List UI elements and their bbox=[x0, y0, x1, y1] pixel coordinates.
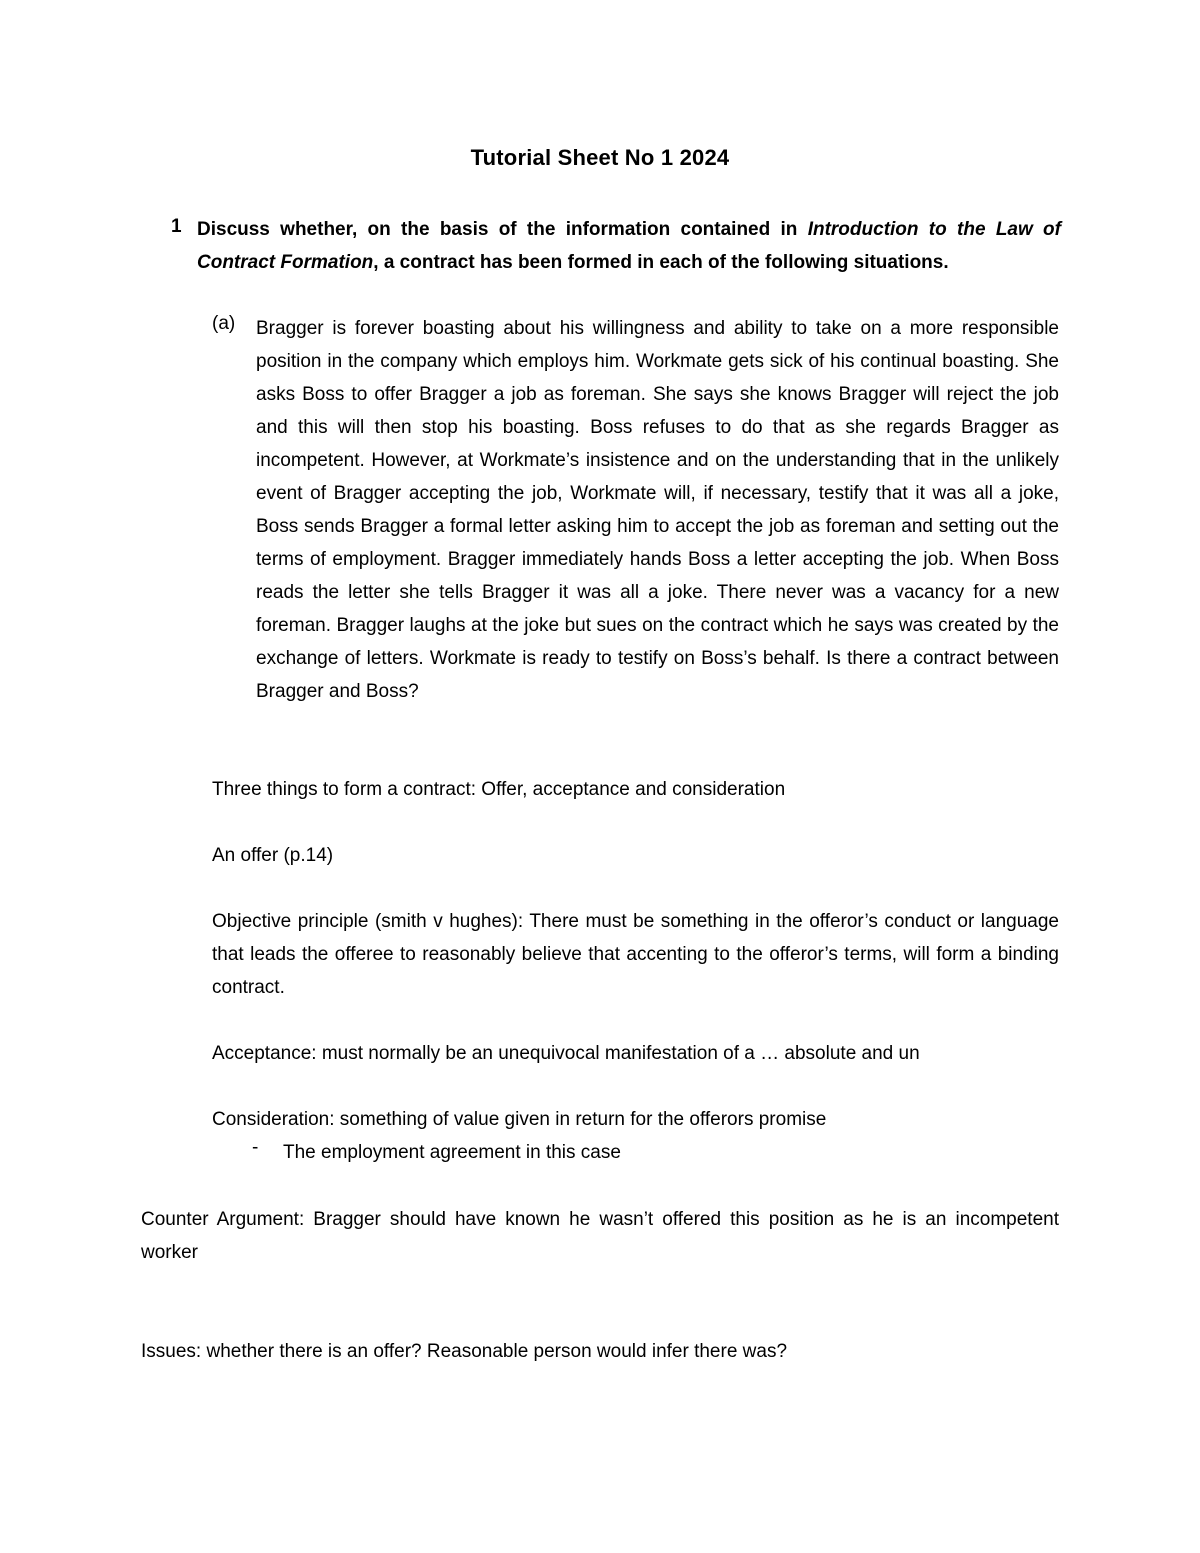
note-counter-argument: Counter Argument: Bragger should have known he wasn’t offered this position as he is an incompetent worker bbox=[141, 1209, 1059, 1263]
bullet-dash: - bbox=[252, 1137, 259, 1158]
note-issues: Issues: whether there is an offer? Reasonable person would infer there was? bbox=[141, 1341, 788, 1362]
question-number: 1 bbox=[171, 216, 182, 237]
part-a-label: (a) bbox=[212, 313, 236, 334]
note-offer: An offer (p.14) bbox=[212, 845, 334, 866]
part-a-text: Bragger is forever boasting about his willingness and ability to take on a more responsible position in the company which employs him. Workmate gets sick of his continual boasting. She asks Boss to offer Bragger a job as foreman. She says she knows Bragger will reject the job and this will then stop his boasting. Boss refuses to do that as she regards Bragger as incompetent. However, at Workmate’s insistence and on the understanding that in the unlikely event of Bragger accepting the job, Workmate will, if necessary, testify that it was all a joke, Boss sends Bragger a formal letter asking him to accept the job as foreman and setting out the terms of employment. Bragger immediately hands Boss a letter accepting the job. When Boss reads the letter she tells Bragger it was all a joke. There never was a vacancy for a new foreman. Bragger laughs at the joke but sues on the contract which he says was created by the exchange of letters. Workmate is ready to testify on Boss’s behalf. Is there a contract between Bragger and Boss? bbox=[256, 318, 1059, 702]
note-objective-principle: Objective principle (smith v hughes): There must be something in the offeror’s conduct or language that leads the offeree to reasonably believe that accenting to the offeror’s terms, will form a binding contract. bbox=[212, 911, 1059, 998]
question-text bbox=[197, 213, 1061, 279]
question-text-after: , a contract has been formed in each of the following situations. bbox=[373, 252, 949, 273]
question-book-title: Introduction to the Law of Contract Formation bbox=[197, 219, 1061, 273]
note-consideration: Consideration: something of value given in return for the offerors promise bbox=[212, 1109, 827, 1130]
note-three-things: Three things to form a contract: Offer, acceptance and consideration bbox=[212, 779, 786, 800]
note-consideration-bullet: The employment agreement in this case bbox=[283, 1142, 621, 1163]
note-acceptance: Acceptance: must normally be an unequivocal manifestation of a … absolute and un bbox=[212, 1043, 920, 1064]
page-title: Tutorial Sheet No 1 2024 bbox=[470, 145, 730, 170]
question-text-before: Discuss whether, on the basis of the information contained in bbox=[197, 219, 808, 240]
